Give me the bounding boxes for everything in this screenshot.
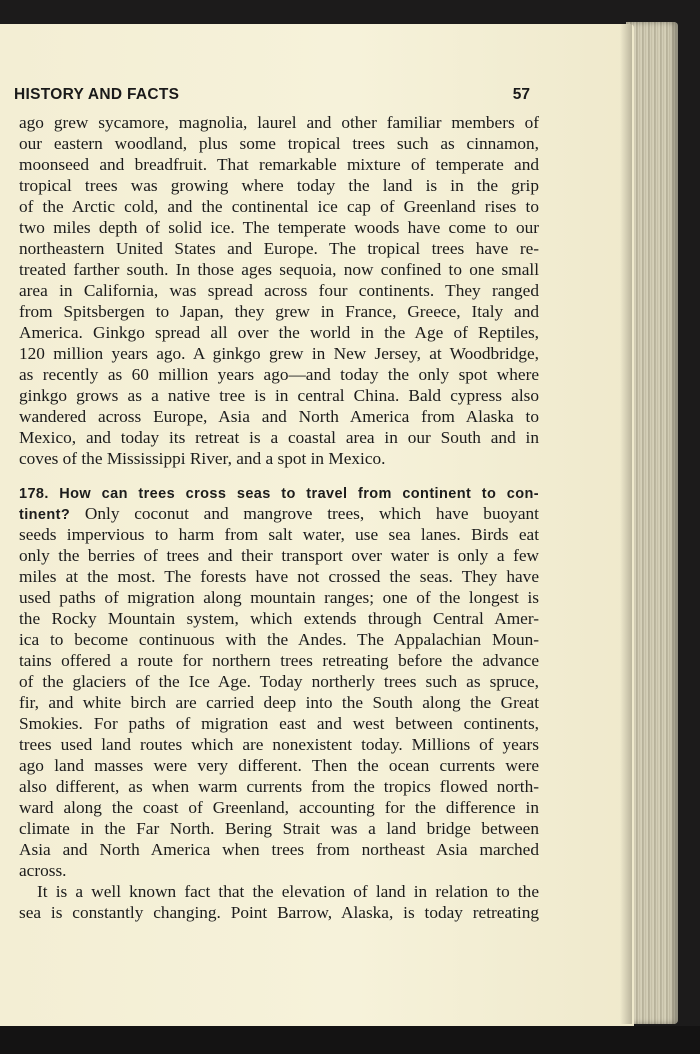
text-line: ago land masses were very different. Then the ocean currents were <box>19 756 539 775</box>
text-line: across. <box>19 861 67 880</box>
text-line: of the glaciers of the Ice Age. Today northerly trees such as spruce, <box>19 672 539 691</box>
background-strip <box>0 1026 700 1054</box>
paragraph-1 <box>19 112 539 469</box>
running-head: HISTORY AND FACTS <box>14 86 180 103</box>
text-line: ica to become continuous with the Andes. The Appalachian Moun- <box>19 630 539 649</box>
text-line: coves of the Mississippi River, and a spot in Mexico. <box>19 449 386 468</box>
text-line: Mexico, and today its retreat is a coastal area in our South and in <box>19 428 539 447</box>
question-178 <box>19 482 539 524</box>
page-gutter-shadow <box>620 24 632 1024</box>
page-number: 57 <box>512 86 530 103</box>
text-line: sea is constantly changing. Point Barrow, Alaska, is today retreating <box>19 903 539 922</box>
paragraph-2 <box>19 524 539 881</box>
question-text-end: tinent? <box>19 507 71 523</box>
question-line-1 <box>19 482 539 503</box>
text-line: used paths of migration along mountain ranges; one of the longest is <box>19 588 539 607</box>
text-line: ago grew sycamore, magnolia, laurel and other familiar members of <box>19 113 539 132</box>
question-line-2 <box>19 503 539 524</box>
text-line: treated farther south. In those ages sequoia, now confined to one small <box>19 260 539 279</box>
text-line: area in California, was spread across four continents. They ranged <box>19 281 539 300</box>
text-line: climate in the Far North. Bering Strait was a land bridge between <box>19 819 539 838</box>
text-line: It is a well known fact that the elevation of land in relation to the <box>37 882 539 901</box>
text-line: 120 million years ago. A ginkgo grew in New Jersey, at Woodbridge, <box>19 344 539 363</box>
text-line: our eastern woodland, plus some tropical trees such as cinnamon, <box>19 134 539 153</box>
text-line: Smokies. For paths of migration east and west between continents, <box>19 714 539 733</box>
text-line: two miles depth of solid ice. The temperate woods have come to our <box>19 218 539 237</box>
text-line: America. Ginkgo spread all over the world in the Age of Reptiles, <box>19 323 539 342</box>
text-line: moonseed and breadfruit. That remarkable mixture of temperate and <box>19 155 539 174</box>
text-line: the Rocky Mountain system, which extends through Central Amer- <box>19 609 539 628</box>
text-line: seeds impervious to harm from salt water, use sea lanes. Birds eat <box>19 525 539 544</box>
text-line: of the Arctic cold, and the continental ice cap of Greenland rises to <box>19 197 539 216</box>
question-number: 178. <box>19 486 49 502</box>
paragraph-3 <box>19 881 539 923</box>
text-line: Asia and North America when trees from northeast Asia marched <box>19 840 539 859</box>
page-header <box>14 86 530 108</box>
text-line: miles at the most. The forests have not crossed the seas. They have <box>19 567 539 586</box>
text-line: only the berries of trees and their transport over water is only a few <box>19 546 539 565</box>
text-line: ward along the coast of Greenland, accounting for the difference in <box>19 798 539 817</box>
text-line: as recently as 60 million years ago—and today the only spot where <box>19 365 539 384</box>
question-text: How can trees cross seas to travel from continent to con- <box>59 486 539 502</box>
answer-start: Only coconut and mangrove trees, which have buoyant <box>84 504 539 523</box>
text-line: fir, and white birch are carried deep into the South along the Great <box>19 693 539 712</box>
text-line: trees used land routes which are nonexistent today. Millions of years <box>19 735 539 754</box>
text-line: northeastern United States and Europe. The tropical trees have re- <box>19 239 539 258</box>
text-line: also different, as when warm currents from the tropics flowed north- <box>19 777 539 796</box>
body-text <box>19 112 539 923</box>
text-line: from Spitsbergen to Japan, they grew in France, Greece, Italy and <box>19 302 539 321</box>
text-line: wandered across Europe, Asia and North America from Alaska to <box>19 407 539 426</box>
text-line: tropical trees was growing where today the land is in the grip <box>19 176 539 195</box>
text-line: ginkgo grows as a native tree is in central China. Bald cypress also <box>19 386 539 405</box>
text-line: tains offered a route for northern trees retreating before the advance <box>19 651 539 670</box>
